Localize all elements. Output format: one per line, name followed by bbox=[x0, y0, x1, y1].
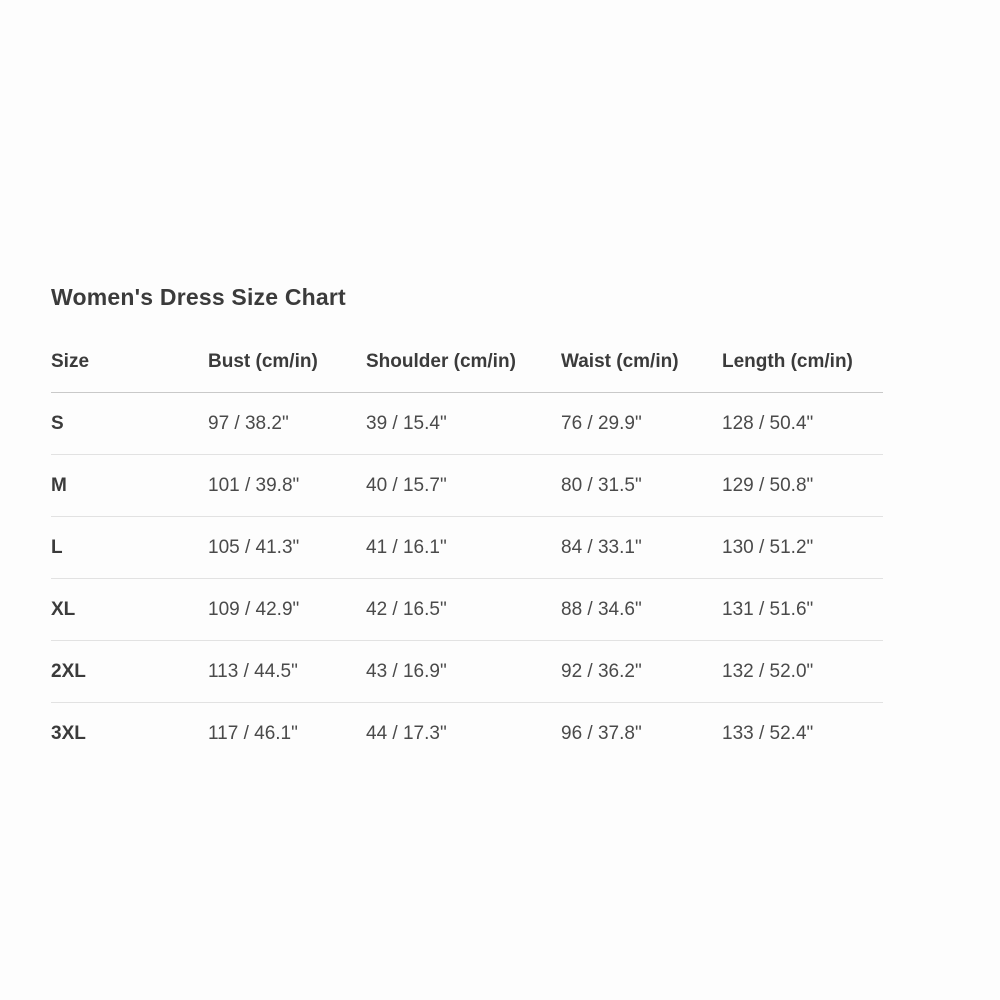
waist-cell: 88 / 34.6" bbox=[561, 579, 722, 641]
shoulder-cell: 44 / 17.3" bbox=[366, 722, 447, 744]
length-cell: 130 / 51.2" bbox=[722, 517, 883, 579]
waist-cell: 80 / 31.5" bbox=[561, 455, 722, 517]
table-row bbox=[51, 455, 883, 517]
column-header-size: Size bbox=[51, 344, 208, 393]
size-cell: L bbox=[51, 517, 208, 579]
length-cell: 133 / 52.4" bbox=[722, 722, 814, 744]
column-header-waist: Waist (cm/in) bbox=[561, 344, 722, 393]
waist-cell: 96 / 37.8" bbox=[561, 722, 642, 744]
size-cell: 2XL bbox=[51, 641, 208, 703]
size-chart bbox=[51, 280, 883, 764]
size-cell: XL bbox=[51, 579, 208, 641]
table-row bbox=[51, 703, 883, 765]
length-cell: 128 / 50.4" bbox=[722, 393, 883, 455]
table-row bbox=[51, 517, 883, 579]
waist-cell: 92 / 36.2" bbox=[561, 641, 722, 703]
shoulder-cell: 39 / 15.4" bbox=[366, 393, 561, 455]
shoulder-cell: 40 / 15.7" bbox=[366, 455, 561, 517]
size-cell: M bbox=[51, 455, 208, 517]
table-row bbox=[51, 641, 883, 703]
size-cell: S bbox=[51, 393, 208, 455]
column-header-length: Length (cm/in) bbox=[722, 344, 883, 393]
shoulder-cell: 41 / 16.1" bbox=[366, 517, 561, 579]
bust-cell: 97 / 38.2" bbox=[208, 393, 366, 455]
column-header-bust: Bust (cm/in) bbox=[208, 344, 366, 393]
bust-cell: 109 / 42.9" bbox=[208, 579, 366, 641]
bust-cell: 117 / 46.1" bbox=[208, 722, 298, 744]
length-cell: 129 / 50.8" bbox=[722, 455, 883, 517]
shoulder-cell: 42 / 16.5" bbox=[366, 579, 561, 641]
bust-cell: 101 / 39.8" bbox=[208, 455, 366, 517]
chart-title: Women's Dress Size Chart bbox=[51, 284, 346, 310]
length-cell: 131 / 51.6" bbox=[722, 579, 883, 641]
bust-cell: 113 / 44.5" bbox=[208, 641, 366, 703]
bust-cell: 105 / 41.3" bbox=[208, 517, 366, 579]
waist-cell: 84 / 33.1" bbox=[561, 517, 722, 579]
size-cell: 3XL bbox=[51, 722, 86, 744]
length-cell: 132 / 52.0" bbox=[722, 641, 883, 703]
table-header-row bbox=[51, 344, 883, 393]
column-header-shoulder: Shoulder (cm/in) bbox=[366, 344, 561, 393]
table-row bbox=[51, 393, 883, 455]
waist-cell: 76 / 29.9" bbox=[561, 393, 722, 455]
shoulder-cell: 43 / 16.9" bbox=[366, 641, 561, 703]
size-table bbox=[51, 344, 883, 764]
table-row bbox=[51, 579, 883, 641]
